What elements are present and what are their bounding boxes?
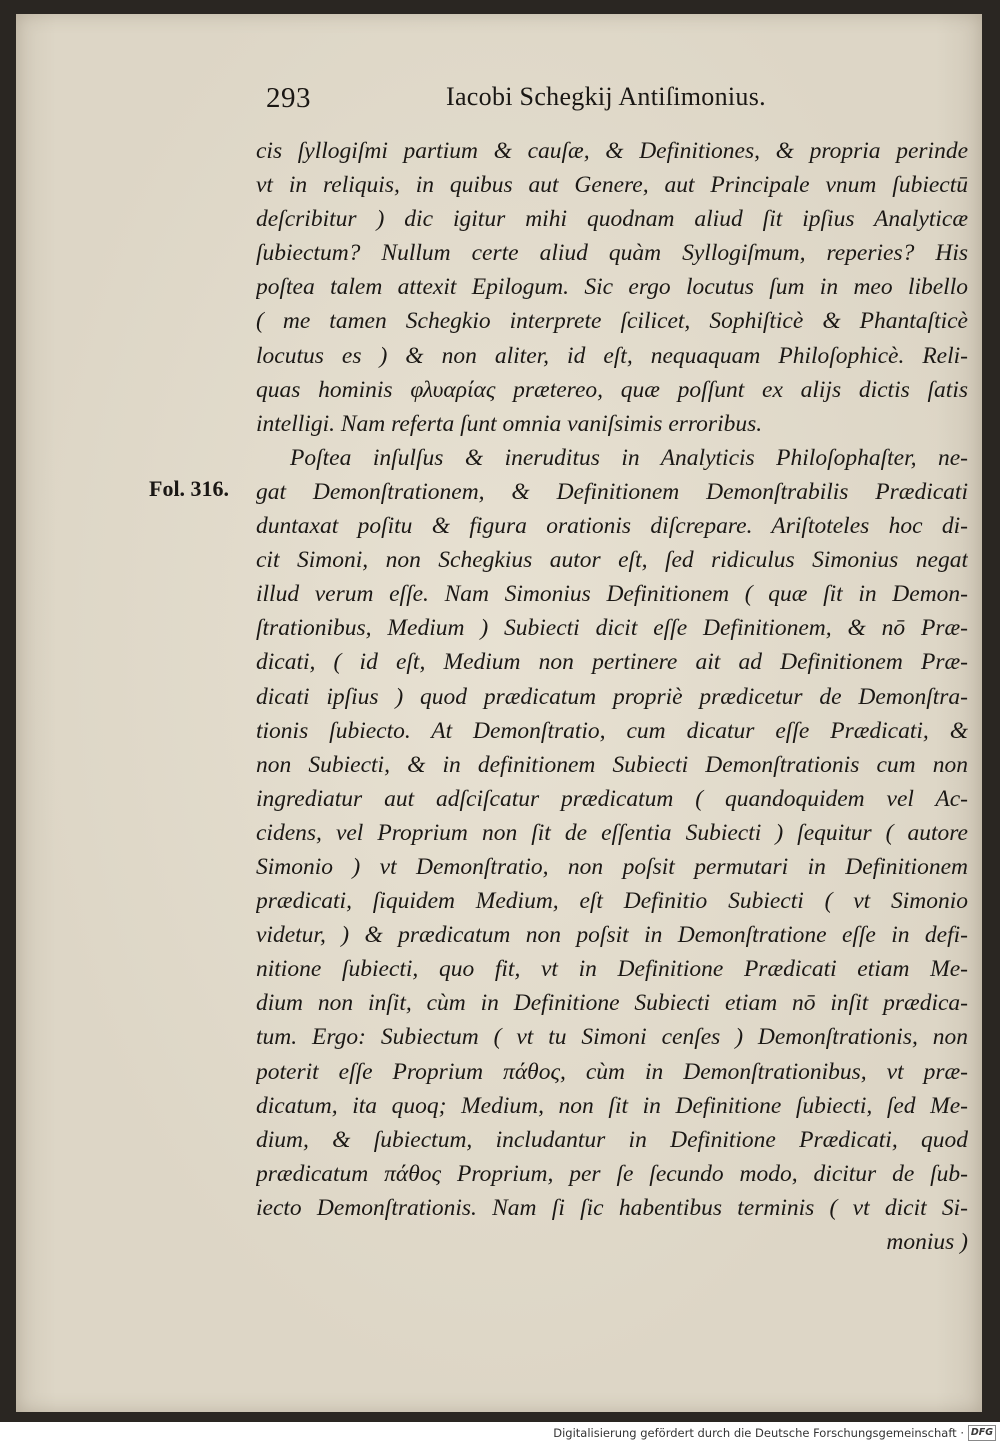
text-line: poterit eſſe Proprium πάθος, cùm in Demonſtrationibus, vt præ- bbox=[256, 1058, 968, 1085]
text-line: cis ſyllogiſmi partium & cauſæ, & Definitiones, & propria perinde bbox=[256, 138, 968, 164]
dfg-logo: DFG bbox=[968, 1425, 996, 1441]
text-line: poſtea talem attexit Epilogum. Sic ergo locutus ſum in meo libello bbox=[256, 274, 968, 301]
text-line: ingrediatur aut adſciſcatur prædicatum ( quandoquidem vel Ac- bbox=[256, 785, 968, 812]
body-text bbox=[256, 134, 968, 1259]
text-line: Poſtea inſulſus & ineruditus in Analyticis Philoſophaſter, ne- bbox=[290, 444, 968, 471]
text-line: prædicatum πάθος Proprium, per ſe ſecundo modo, dicitur de ſub- bbox=[256, 1160, 968, 1187]
text-line: dium non inſit, cùm in Definitione Subiecti etiam nō inſit prædica- bbox=[256, 990, 968, 1017]
book-page bbox=[16, 14, 982, 1412]
text-line: ſtrationibus, Medium ) Subiecti dicit eſſe Definitionem, & nō Præ- bbox=[256, 615, 968, 642]
text-line: tionis ſubiecto. At Demonſtratio, cum dicatur eſſe Prædicati, & bbox=[256, 717, 968, 744]
text-line: Simonio ) vt Demonſtratio, non poſsit permutari in Definitionem bbox=[256, 853, 968, 880]
text-line: deſcribitur ) dic igitur mihi quodnam aliud ſit ipſius Analyticæ bbox=[256, 206, 968, 233]
text-line: dicati ipſius ) quod prædicatum propriè prædicetur de Demonſtra- bbox=[256, 683, 968, 710]
text-line: vt in reliquis, in quibus aut Genere, aut Principale vnum ſubiectū bbox=[256, 172, 968, 199]
text-line: cit Simoni, non Schegkius autor eſt, ſed ridiculus Simonius negat bbox=[256, 547, 968, 574]
text-line: dicati, ( id eſt, Medium non pertinere ait ad Definitionem Præ- bbox=[256, 649, 968, 676]
text-line: cidens, vel Proprium non ſit de eſſentia Subiecti ) ſequitur ( autore bbox=[256, 819, 968, 846]
text-line: videtur, ) & prædicatum non poſsit in Demonſtratione eſſe in defi- bbox=[256, 922, 968, 949]
text-line: duntaxat poſitu & figura orationis diſcrepare. Ariſtoteles hoc di- bbox=[256, 513, 968, 540]
text-line: dicatum, ita quoq; Medium, non ſit in Definitione ſubiecti, ſed Me- bbox=[256, 1092, 968, 1119]
page-number: 293 bbox=[266, 82, 311, 114]
text-line: monius ) bbox=[886, 1229, 968, 1255]
text-line: iecto Demonſtrationis. Nam ſi ſic habentibus terminis ( vt dicit Si- bbox=[256, 1194, 968, 1221]
text-line: dium, & ſubiectum, includantur in Definitione Prædicati, quod bbox=[256, 1126, 968, 1153]
text-line: intelligi. Nam referta ſunt omnia vaniſsimis erroribus. bbox=[256, 410, 763, 437]
text-line: nitione ſubiecti, quo fit, vt in Definitione Prædicati etiam Me- bbox=[256, 956, 968, 983]
text-line: locutus es ) & non aliter, id eſt, nequaquam Philoſophicè. Reli- bbox=[256, 342, 968, 369]
text-line: illud verum eſſe. Nam Simonius Definitionem ( quæ ſit in Demon- bbox=[256, 581, 968, 608]
footer-bar bbox=[0, 1422, 1000, 1445]
footer-credit: Digitalisierung gefördert durch die Deutsche Forschungsgemeinschaft · bbox=[553, 1426, 964, 1440]
margin-note: Fol. 316. bbox=[149, 476, 230, 501]
running-title: Iacobi Schegkij Antiſimonius. bbox=[446, 82, 766, 111]
text-line: tum. Ergo: Subiectum ( vt tu Simoni cenſes ) Demonſtrationis, non bbox=[256, 1024, 968, 1051]
page-header bbox=[246, 76, 946, 116]
text-line: ( me tamen Schegkio interprete ſcilicet, Sophiſticè & Phantaſticè bbox=[256, 308, 968, 335]
text-line: ſubiectum? Nullum certe aliud quàm Syllogiſmum, reperies? His bbox=[256, 240, 968, 267]
text-line: gat Demonſtrationem, & Definitionem Demonſtrabilis Prædicati bbox=[256, 478, 968, 505]
text-line: quas hominis φλυαρίας prætereo, quæ poſſunt ex alijs dictis ſatis bbox=[256, 376, 968, 403]
text-line: non Subiecti, & in definitionem Subiecti Demonſtrationis cum non bbox=[256, 751, 968, 778]
text-line: prædicati, ſiquidem Medium, eſt Definitio Subiecti ( vt Simonio bbox=[256, 888, 968, 915]
